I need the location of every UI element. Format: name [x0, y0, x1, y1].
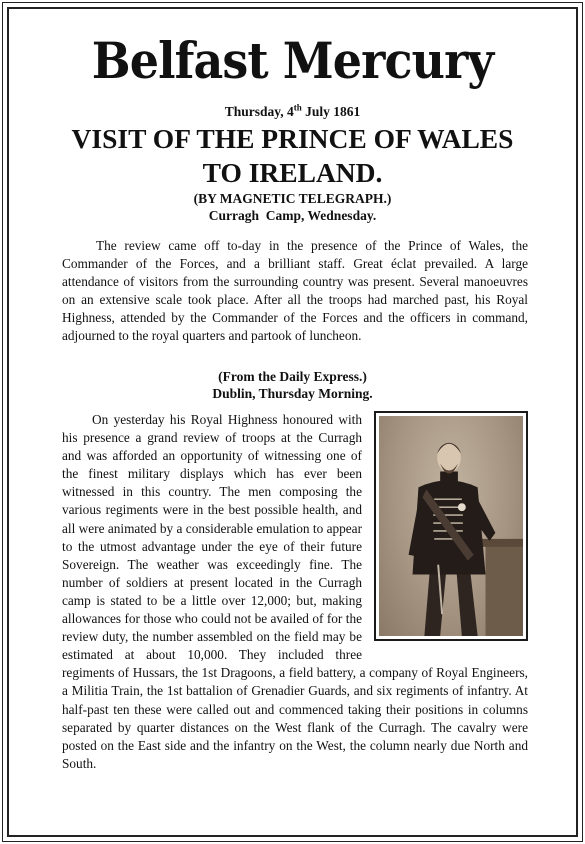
section2-body [62, 411, 528, 773]
section1-heading [0, 190, 585, 224]
section2-heading [0, 368, 585, 402]
portrait-illustration [379, 416, 523, 636]
portrait-image [379, 416, 523, 636]
newspaper-masthead: Belfast Mercury [91, 31, 494, 90]
dateline [0, 104, 585, 120]
section1-source: (BY MAGNETIC TELEGRAPH.) [193, 191, 392, 206]
section2-place: Dublin, Thursday Morning. [212, 386, 373, 401]
section1-paragraph: The review came off to-day in the presence of the Prince of Wales, the Commander of the Forces, and a brilliant staff. Great éclat prevailed. A large attendance of visitors from the surrounding country was present. Several manoeuvres on an extensive scale took place. After all the troops had marched past, his Royal Highness, attended by the Commander of the Forces and the officers in command, adjourned to the royal quarters and partook of luncheon. [62, 238, 528, 344]
prince-portrait-photo [374, 411, 528, 641]
section1-body [62, 237, 528, 346]
section2-paragraph: On yesterday his Royal Highness honoured with his presence a grand review of troops at the Curragh and was afforded an opportunity of witnessing one of the finest military displays which has ever been witnessed in this country. The men composing the various regiments were in the best possible health, and all were animated by a considerable emulation to appear to the utmost advantage under the eye of their future Sovereign. The weather was exceedingly fine. The number of soldiers at present located in the Curragh camp is stated to be a little over 12,000; but, making allowances for those who could not be availed of for the review duty, the number assembled on the field may be estimated at about 10,000. They included three regiments of Hussars, the 1st Dragoons, a field battery, a company of Royal Engineers, a Militia Train, the 1st battalion of Grenadier Guards, and six regiments of infantry. At half-past ten these were called out and commenced taking their positions in columns separated by quarter distances on the West flank of the Curragh. The cavalry were posted on the East side and the infantry on the West, the column nearly due North and South. [62, 412, 528, 771]
dateline-ordinal: th [293, 102, 302, 113]
section1-place: Curragh Camp, Wednesday. [208, 208, 377, 223]
headline-line-2: TO IRELAND. [202, 157, 383, 188]
headline-line-1: VISIT OF THE PRINCE OF WALES [71, 123, 514, 154]
section2-source: (From the Daily Express.) [218, 369, 367, 384]
dateline-prefix: Thursday, 4 [224, 104, 294, 119]
article-headline [0, 122, 585, 190]
dateline-suffix: July 1861 [301, 104, 361, 119]
